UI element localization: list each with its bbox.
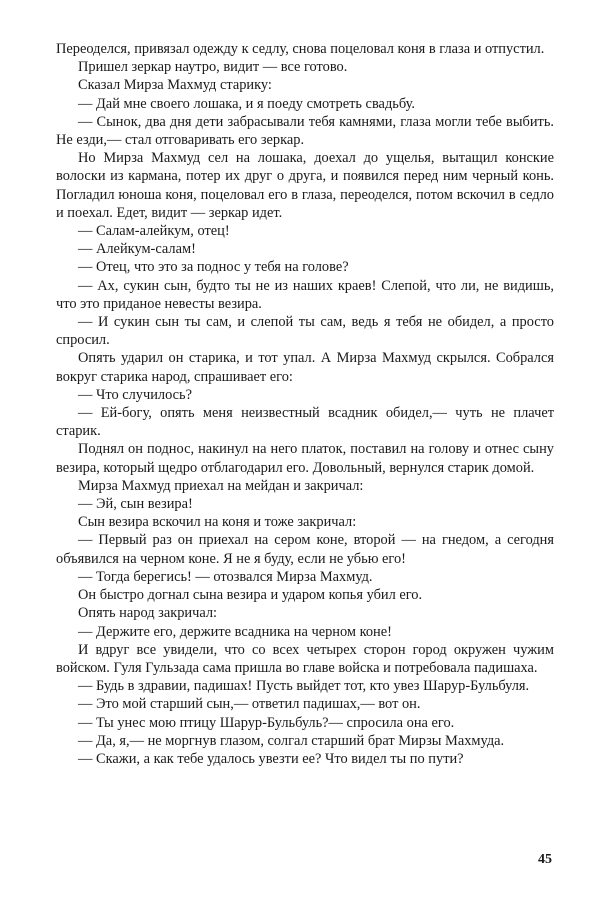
paragraph: — Ты унес мою птицу Шарур-Бульбуль?— спросила она его. xyxy=(78,714,455,731)
paragraph: Опять народ закричал: xyxy=(78,605,218,622)
paragraph: — Эй, сын везира! xyxy=(78,496,193,513)
paragraph: — Ах, сукин сын, будто ты не из наших краев! Слепой, что ли, не видишь, что это приданое невесты везира. xyxy=(56,277,554,312)
paragraph: — Сынок, два дня дети забрасывали тебя камнями, глаза могли тебе выбить. Не езди,— стал отговаривать его зеркар. xyxy=(56,113,554,149)
page-body-text xyxy=(56,40,554,768)
paragraph: — Салам-алейкум, отец! xyxy=(78,223,230,240)
paragraph: — Дай мне своего лошака, и я поеду смотреть свадьбу. xyxy=(78,95,415,112)
paragraph: Но Мирза Махмуд сел на лошака, доехал до ущелья, вытащил конские волоски из кармана, потер их друг о друга, и появился перед ним черный конь. Погладил юноша коня, поцеловал его в глаза, переоделся, потом вскочил в седло и поехал. Едет, видит — зеркар идет. xyxy=(56,150,554,221)
paragraph: Пришел зеркар наутро, видит — все готово. xyxy=(78,59,348,76)
paragraph: — Держите его, держите всадника на черном коне! xyxy=(78,623,392,640)
page-number: 45 xyxy=(538,852,552,867)
paragraph: Поднял он поднос, накинул на него платок, поставил на голову и отнес сыну везира, который щедро отблагодарил его. Довольный, вернулся старик домой. xyxy=(56,441,554,476)
paragraph: — Ей-богу, опять меня неизвестный всадник обидел,— чуть не плачет старик. xyxy=(56,405,554,440)
paragraph: Мирза Махмуд приехал на мейдан и закричал: xyxy=(78,477,364,494)
paragraph: — Алейкум-салам! xyxy=(78,241,196,258)
paragraph: Сказал Мирза Махмуд старику: xyxy=(78,77,272,94)
paragraph: — Будь в здравии, падишах! Пусть выйдет тот, кто увез Шарур-Бульбуля. xyxy=(78,678,530,695)
paragraph: Опять ударил он старика, и тот упал. А Мирза Махмуд скрылся. Собрался вокруг старика народ, спрашивает его: xyxy=(56,350,554,385)
paragraph: И вдруг все увидели, что со всех четырех сторон город окружен чужим войском. Гуля Гульзада сама пришла во главе войска и потребовала падишаха. xyxy=(56,641,554,676)
paragraph: Сын везира вскочил на коня и тоже закричал: xyxy=(78,514,357,531)
paragraph: — Тогда берегись! — отозвался Мирза Махмуд. xyxy=(78,568,373,585)
paragraph: Он быстро догнал сына везира и ударом копья убил его. xyxy=(78,587,423,604)
paragraph: — И сукин сын ты сам, и слепой ты сам, ведь я тебя не обидел, а просто спросил. xyxy=(56,314,554,349)
paragraph: — Что случилось? xyxy=(78,386,193,403)
paragraph: — Да, я,— не моргнув глазом, солгал старший брат Мирзы Махмуда. xyxy=(78,732,505,749)
paragraph: — Скажи, а как тебе удалось увезти ее? Что видел ты по пути? xyxy=(78,750,464,767)
paragraph: — Это мой старший сын,— ответил падишах,— вот он. xyxy=(78,696,421,713)
paragraph: — Отец, что это за поднос у тебя на голове? xyxy=(78,259,349,276)
paragraph: — Первый раз он приехал на сером коне, второй — на гнедом, а сегодня объявился на черном коне. Я не я буду, если не убью его! xyxy=(56,532,554,567)
paragraph: Переоделся, привязал одежду к седлу, снова поцеловал коня в глаза и отпустил. xyxy=(56,41,545,57)
